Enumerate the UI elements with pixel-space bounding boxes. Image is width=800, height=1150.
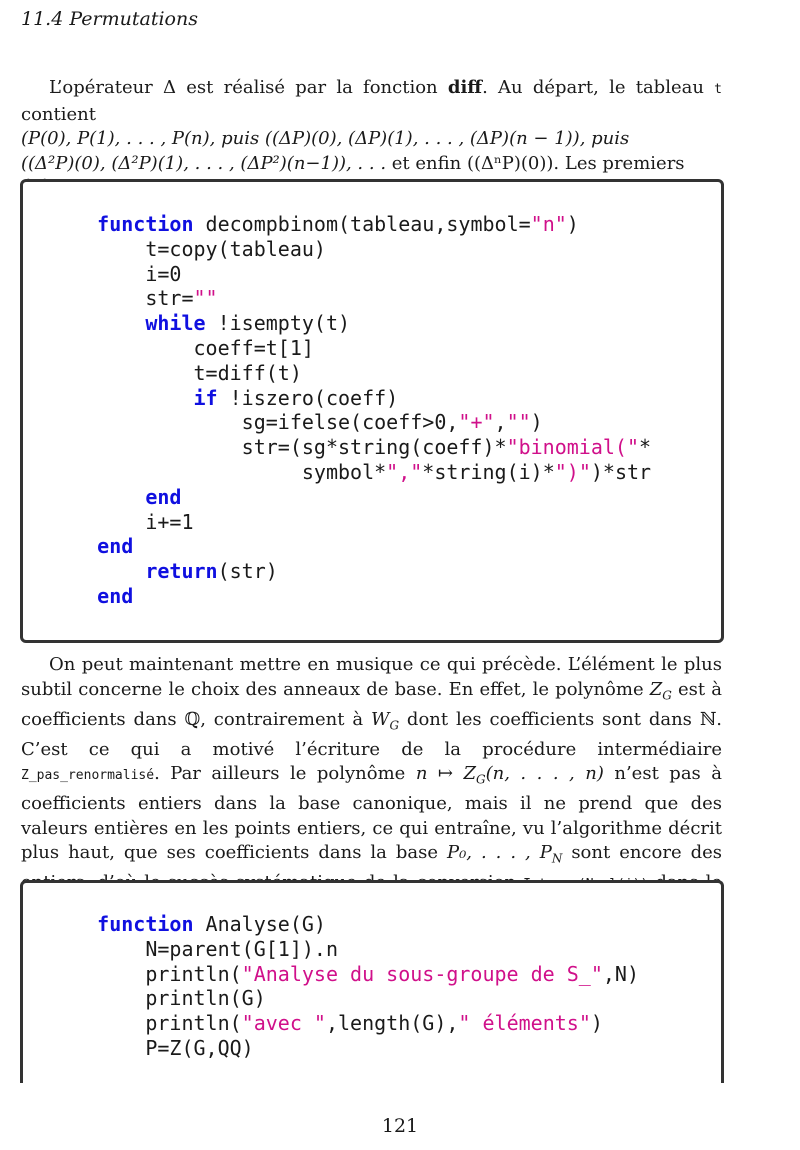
- wg-symbol: $W_G$: [370, 708, 400, 733]
- code-text: [49, 485, 145, 509]
- code-text: println(: [49, 1011, 242, 1036]
- para2-s4: dont les coefficients sont dans: [399, 708, 700, 730]
- code-line: [49, 510, 721, 535]
- zg-symbol: $Z_G$: [649, 678, 672, 703]
- para1-line2: (P(0), P(1), . . . , P(n), puis ((ΔP)(0), (ΔP)(1), . . . , (ΔP)(n − 1)), puis: [21, 128, 630, 149]
- code-text: N=parent(G[1]).n: [49, 936, 338, 961]
- code-line: [49, 311, 721, 336]
- code-line: [49, 584, 721, 609]
- diff-keyword: diff: [447, 77, 483, 98]
- code-line: [49, 435, 721, 460]
- code-line: [49, 212, 721, 237]
- para1-line3-text: et enfin ((ΔⁿP)(0)). Les premiers: [386, 152, 685, 174]
- code-text: t=diff(t): [49, 360, 302, 385]
- code-string: ")": [554, 459, 591, 484]
- code-keyword: function: [97, 212, 194, 236]
- code-line: [49, 336, 721, 361]
- code-text: sg=ifelse(coeff>0,: [49, 410, 459, 435]
- para2-s5: . C’est ce qui a motivé l’écriture de la procédure intermédiaire: [21, 708, 722, 760]
- code-text: P=Z(G,QQ): [49, 1035, 254, 1060]
- code-text: ,length(G),: [325, 1011, 459, 1036]
- code-string: ",": [386, 459, 423, 484]
- map-expression: n ↦ $Z_G(n$, . . . , n): [415, 763, 604, 787]
- code-text: println(G): [49, 986, 266, 1011]
- code-text: [49, 912, 97, 936]
- t-variable: t: [714, 82, 722, 97]
- code-keyword: end: [145, 484, 182, 509]
- code-text: !isempty(t): [205, 311, 351, 336]
- code-line: [49, 410, 721, 435]
- code-text: ): [566, 212, 579, 236]
- para2-s8: sont encore des: [571, 842, 722, 864]
- code-line: [49, 485, 721, 510]
- code-text: Analyse(G): [193, 912, 326, 936]
- code-text: [49, 559, 145, 583]
- para2-s2: est à coefficients dans: [21, 678, 722, 730]
- code-text: [49, 386, 194, 410]
- code-text: str=(sg*string(coeff)*: [49, 435, 507, 460]
- code-keyword: end: [97, 534, 134, 559]
- code-keyword: while: [145, 311, 206, 336]
- code-line: [49, 559, 721, 584]
- delta-symbol: Δ: [163, 77, 177, 98]
- para1-line3-math: ((Δ²P)(0), (Δ²P)(1), . . . , (ΔP²)(n−1)), . . .: [21, 152, 387, 174]
- code-line: [49, 534, 721, 559]
- code-text: i=0: [49, 261, 182, 286]
- code-line: [49, 386, 721, 411]
- code-line: [49, 986, 721, 1011]
- para1-text-c: . Au départ, le tableau: [482, 77, 715, 98]
- para1-text-d: contient: [21, 103, 96, 125]
- code-line: [49, 912, 721, 937]
- code-text: coeff=t[1]: [49, 335, 314, 360]
- code-line: [49, 237, 721, 262]
- code-string: "+": [458, 410, 495, 435]
- code-text: t=copy(tableau): [49, 236, 326, 261]
- code-keyword: return: [145, 559, 218, 584]
- code-line: [49, 1036, 721, 1061]
- code-line: [49, 262, 721, 287]
- code-string: "binomial(": [506, 435, 640, 460]
- procedure-name: Z_pas_renormalisé: [21, 768, 155, 784]
- page-number: 121: [381, 1115, 419, 1137]
- code-text: println(: [49, 961, 242, 986]
- code-text: str=: [49, 286, 194, 311]
- code-string: "": [506, 410, 531, 435]
- running-header: 11.4 Permutations: [21, 8, 198, 30]
- code-text: *: [639, 435, 652, 460]
- code-text: decompbinom(tableau,symbol=: [193, 212, 531, 236]
- code-listing-1: [23, 182, 721, 609]
- code-text: [49, 534, 97, 558]
- code-block-decompbinom: [20, 179, 724, 643]
- code-text: symbol*: [49, 459, 387, 484]
- code-text: )*str: [590, 459, 652, 484]
- code-block-analyse: [20, 880, 724, 1083]
- code-text: [49, 212, 97, 236]
- para2-s3: , contrairement à: [200, 708, 371, 730]
- code-string: "": [193, 286, 218, 311]
- para2-s1: On peut maintenant mettre en musique ce qui précède. L’élément le plus subtil concerne le choix des anneaux de base. En effet, le polynôme: [21, 654, 722, 700]
- code-text: [49, 584, 97, 608]
- code-text: ,N): [602, 961, 640, 986]
- code-text: !iszero(coeff): [217, 385, 399, 410]
- code-line: [49, 460, 721, 485]
- code-string: "n": [530, 212, 567, 236]
- code-text: ): [590, 1011, 603, 1036]
- code-string: "Analyse du sous-groupe de S_": [241, 961, 603, 986]
- code-line: [49, 1011, 721, 1036]
- para1-text-b: est réalisé par la fonction: [176, 77, 448, 98]
- code-line: [49, 361, 721, 386]
- code-string: "avec ": [241, 1011, 326, 1036]
- code-text: ): [530, 410, 543, 435]
- code-line: [49, 962, 721, 987]
- code-text: ,: [494, 410, 507, 435]
- code-listing-2: [23, 883, 721, 1061]
- para2-s7: n’est pas à coefficients entiers dans la base canonique, mais il ne prend que des valeurs entières en les points entiers, ce qui entraîne, vu l’algorithme décrit plus haut, que ses coefficients dans la base: [21, 763, 723, 864]
- code-keyword: if: [193, 385, 218, 410]
- para2-s6: . Par ailleurs le polynôme: [154, 763, 416, 785]
- basis-expression: P₀, . . . , $P_N$: [446, 842, 563, 866]
- code-keyword: end: [97, 583, 134, 608]
- code-text: (str): [217, 559, 278, 584]
- code-text: *string(i)*: [422, 459, 555, 484]
- rationals-symbol: ℚ: [184, 708, 201, 730]
- code-line: [49, 286, 721, 311]
- code-keyword: function: [97, 912, 194, 936]
- para1-text-a: L’opérateur: [49, 77, 164, 98]
- code-line: [49, 937, 721, 962]
- code-text: i+=1: [49, 509, 194, 534]
- naturals-symbol: ℕ: [699, 708, 717, 730]
- code-text: [49, 311, 145, 335]
- code-string: " éléments": [458, 1011, 591, 1036]
